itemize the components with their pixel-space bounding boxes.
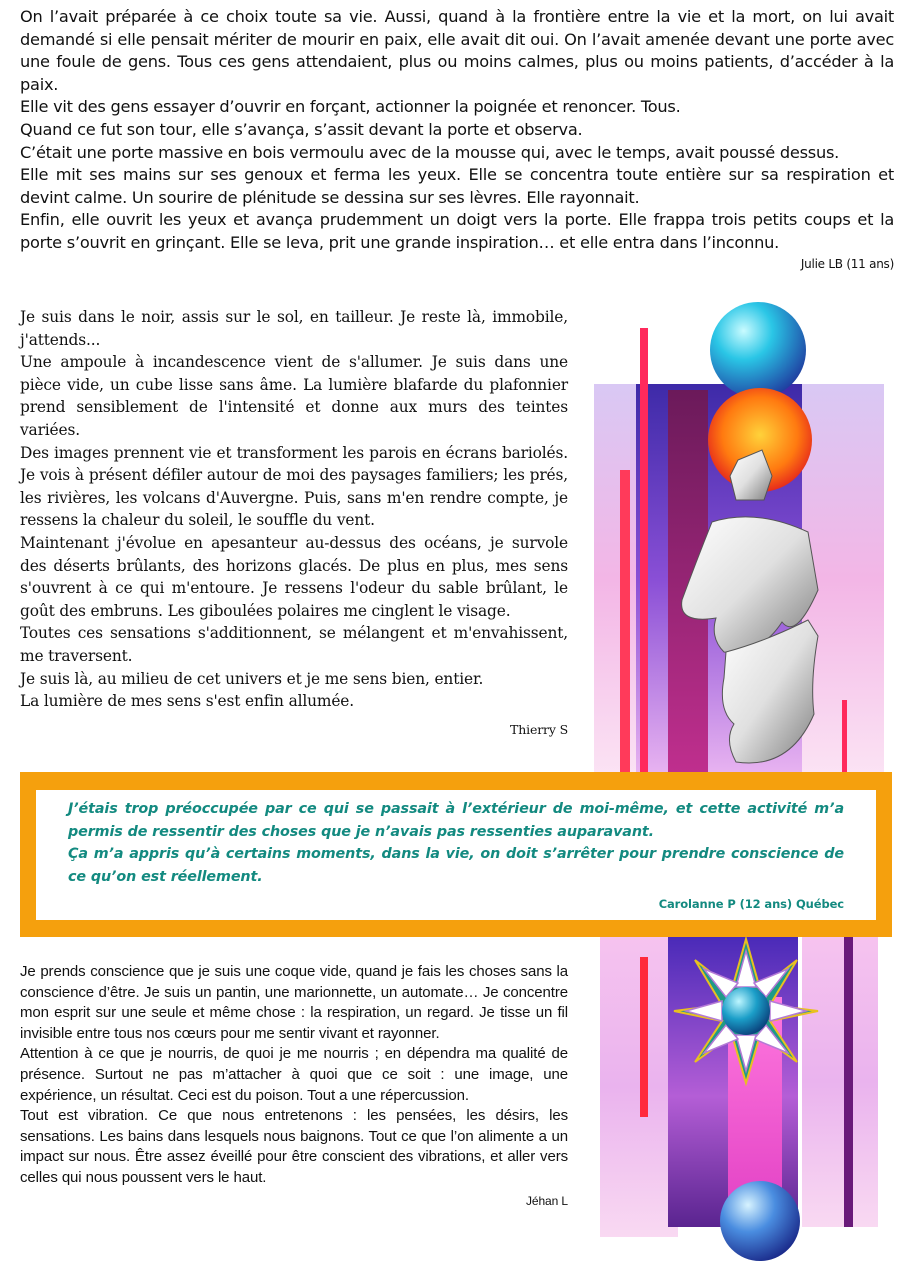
paragraph: Je suis dans le noir, assis sur le sol, en tailleur. Je reste là, immobile, j'attends... xyxy=(20,308,568,349)
paragraph: Tout est vibration. Ce que nous entretenons : les pensées, les désirs, les sensations. Les bains dans lesquels nous baignons. Tout ce que l’on alimente a un impact sur nous. Être assez éveillé pour être conscient des vibrations, et aller vers celles qui nous poussent vers le haut. xyxy=(20,1107,568,1186)
paragraph: Attention à ce que je nourris, de quoi je me nourris ; en dépendra ma qualité de présence. Surtout ne pas m’attacher à quoi que ce soit : une image, une expérience, un résultat. Ceci est du poison. Tout a une répercussion. xyxy=(20,1045,568,1104)
paragraph: Je prends conscience que je suis une coque vide, quand je fais les choses sans la conscience d’être. Je suis un pantin, une marionnette, un automate… Je concentre mon esprit sur une seule et même chose : la respiration, un regard. Je tisse un fil invisible entre tous nos cœurs pour me sentir vivant et rayonner. xyxy=(20,963,568,1042)
abstract-figure-illustration xyxy=(586,300,894,776)
paragraph: On l’avait préparée à ce choix toute sa vie. Aussi, quand à la frontière entre la vie et la mort, on lui avait demandé si elle pensait mériter de mourir en paix, elle avait dit oui. On l’avait amenée devant une porte avec une foule de gens. Tous ces gens attendaient, plus ou moins calmes, plus ou moins patients, d’accéder à la paix. xyxy=(20,7,894,94)
author-signature: Thierry S xyxy=(510,721,568,737)
paragraph: Quand ce fut son tour, elle s’avança, s’assit devant la porte et observa. xyxy=(20,119,583,139)
quote-signature: Carolanne P (12 ans) Québec xyxy=(658,897,844,911)
paragraph: Des images prennent vie et transforment les parois en écrans bariolés. Je vois à présent défiler autour de moi des paysages familiers; les prés, les rivières, les volcans d'Auvergne. Puis, sans m'en rendre compte, je ressens la chaleur du soleil, le souffle du vent. xyxy=(20,443,568,530)
story-julie xyxy=(20,6,894,272)
quote-frame xyxy=(20,772,892,937)
quote-paragraph: J’étais trop préoccupée par ce qui se passait à l’extérieur de moi-même, et cette activité m’a permis de ressentir des choses que je n’avais pas ressenties auparavant. xyxy=(68,801,844,840)
paragraph: Je suis là, au milieu de cet univers et je me sens bien, entier. xyxy=(20,669,484,688)
paragraph: Une ampoule à incandescence vient de s'allumer. Je suis dans une pièce vide, un cube lisse sans âme. La lumière blafarde du plafonnier prend sensiblement de l'intensité et donne aux murs des teintes variées. xyxy=(20,353,568,439)
story-jehan xyxy=(20,962,568,1209)
quote-box xyxy=(36,790,876,920)
paragraph: Elle vit des gens essayer d’ouvrir en forçant, actionner la poignée et renoncer. Tous. xyxy=(20,97,681,117)
paragraph: Toutes ces sensations s'additionnent, se mélangent et m'envahissent, me traversent. xyxy=(20,624,568,665)
paragraph: Elle mit ses mains sur ses genoux et ferma les yeux. Elle se concentra toute entière sur sa respiration et devint calme. Un sourire de plénitude se dessina sur ses lèvres. Elle rayonnait. xyxy=(20,165,894,207)
author-signature: Julie LB (11 ans) xyxy=(800,256,894,271)
paragraph: C’était une porte massive en bois vermoulu avec de la mousse qui, avec le temps, avait poussé dessus. xyxy=(20,142,840,162)
author-signature: Jéhan L xyxy=(525,1193,568,1208)
quote-paragraph: Ça m’a appris qu’à certains moments, dans la vie, on doit s’arrêter pour prendre conscience de ce qu’on est réellement. xyxy=(68,846,844,885)
star-flower-illustration xyxy=(596,937,896,1267)
paragraph: Enfin, elle ouvrit les yeux et avança prudemment un doigt vers la porte. Elle frappa trois petits coups et la porte s’ouvrit en grinçant. Elle se leva, prit une grande inspiration… et elle entra dans l’inconnu. xyxy=(20,210,894,252)
paragraph: La lumière de mes sens s'est enfin allumée. xyxy=(20,692,355,711)
paragraph: Maintenant j'évolue en apesanteur au-dessus des océans, je survole des déserts brûlants, des horizons glacés. De plus en plus, mes sens s'ouvrent à ce qui m'entoure. Je ressens l'odeur du sable brûlant, le goût des embruns. Les giboulées polaires me cinglent le visage. xyxy=(20,533,568,620)
story-thierry xyxy=(20,306,568,739)
